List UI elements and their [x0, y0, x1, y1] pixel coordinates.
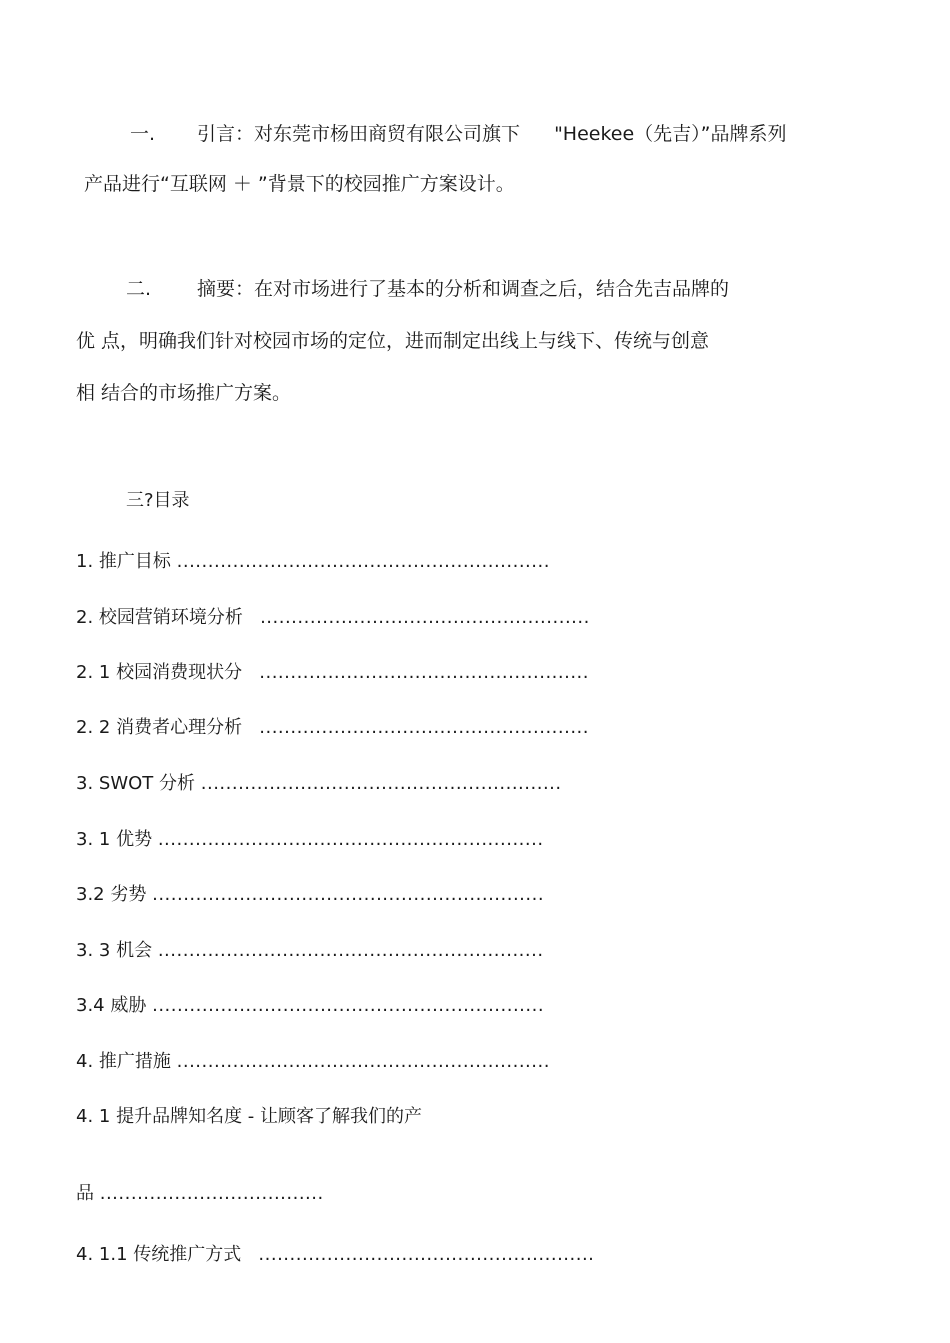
toc-leader-dots: ...............................................................	[152, 884, 545, 905]
toc-leader-dots: ....................................	[99, 1183, 324, 1204]
toc-leader-dots: ...............................................................	[152, 995, 545, 1016]
toc-entry	[76, 717, 589, 739]
toc-entry	[76, 607, 590, 629]
toc-leader-dots: .....................................................	[259, 662, 589, 683]
toc-entry-label: 4. 推广措施	[76, 1051, 171, 1072]
toc-entry-label: 3. 1 优势	[76, 829, 153, 850]
toc-entry-label: 3. SWOT 分析	[76, 773, 196, 794]
toc-entry-label: 3.2 劣势	[76, 884, 147, 905]
toc-entry	[76, 1244, 594, 1266]
toc-entry	[76, 1183, 324, 1205]
brand-name: "Heekee（先吉）”	[554, 123, 711, 145]
toc-entry-label: 品	[76, 1183, 94, 1204]
section-2-line-1	[126, 277, 729, 301]
section-1-text-end: 品牌系列	[710, 123, 787, 145]
toc-leader-dots: ............................................................	[176, 551, 550, 572]
toc-heading: 三?目录	[126, 490, 190, 511]
section-2-line-2: 优 点，明确我们针对校园市场的定位，进而制定出线上与线下、传统与创意	[76, 330, 710, 352]
toc-entry	[76, 1106, 422, 1128]
section-2-text: 摘要：在对市场进行了基本的分析和调查之后，结合先吉品牌的	[197, 278, 730, 300]
section-1-number: 一.	[130, 123, 156, 145]
toc-leader-dots: .....................................................	[259, 717, 589, 738]
toc-entry	[76, 884, 544, 906]
toc-entry	[76, 995, 544, 1017]
section-1-line-1	[130, 122, 787, 146]
section-1-text: 引言：对东莞市杨田商贸有限公司旗下	[197, 123, 521, 145]
toc-entry	[76, 829, 544, 851]
toc-entry	[76, 940, 544, 962]
toc-leader-dots: ..............................................................	[157, 940, 544, 961]
toc-entry-label: 2. 校园营销环境分析	[76, 607, 243, 628]
section-2-line-3: 相 结合的市场推广方案。	[76, 382, 292, 404]
toc-entry	[76, 662, 589, 684]
section-1-line-2: 产品进行“互联网 ＋ ”背景下的校园推广方案设计。	[84, 173, 515, 195]
toc-entry-label: 4. 1 提升品牌知名度 - 让顾客了解我们的产	[76, 1106, 423, 1127]
toc-entry	[76, 1051, 550, 1073]
toc-leader-dots: ..........................................................	[200, 773, 562, 794]
toc-leader-dots: ............................................................	[176, 1051, 550, 1072]
toc-entry-label: 4. 1.1 传统推广方式	[76, 1244, 242, 1265]
toc-leader-dots: .....................................................	[260, 607, 590, 628]
toc-leader-dots: ......................................................	[258, 1244, 595, 1265]
toc-entry-label: 3. 3 机会	[76, 940, 153, 961]
toc-entry-label: 3.4 威胁	[76, 995, 147, 1016]
toc-leader-dots: ..............................................................	[157, 829, 544, 850]
toc-entry-label: 1. 推广目标	[76, 551, 171, 572]
toc-entry	[76, 773, 562, 795]
section-2-number: 二.	[126, 278, 152, 300]
toc-entry-label: 2. 2 消费者心理分析	[76, 717, 243, 738]
toc-entry	[76, 551, 550, 573]
toc-entry-label: 2. 1 校园消费现状分	[76, 662, 243, 683]
